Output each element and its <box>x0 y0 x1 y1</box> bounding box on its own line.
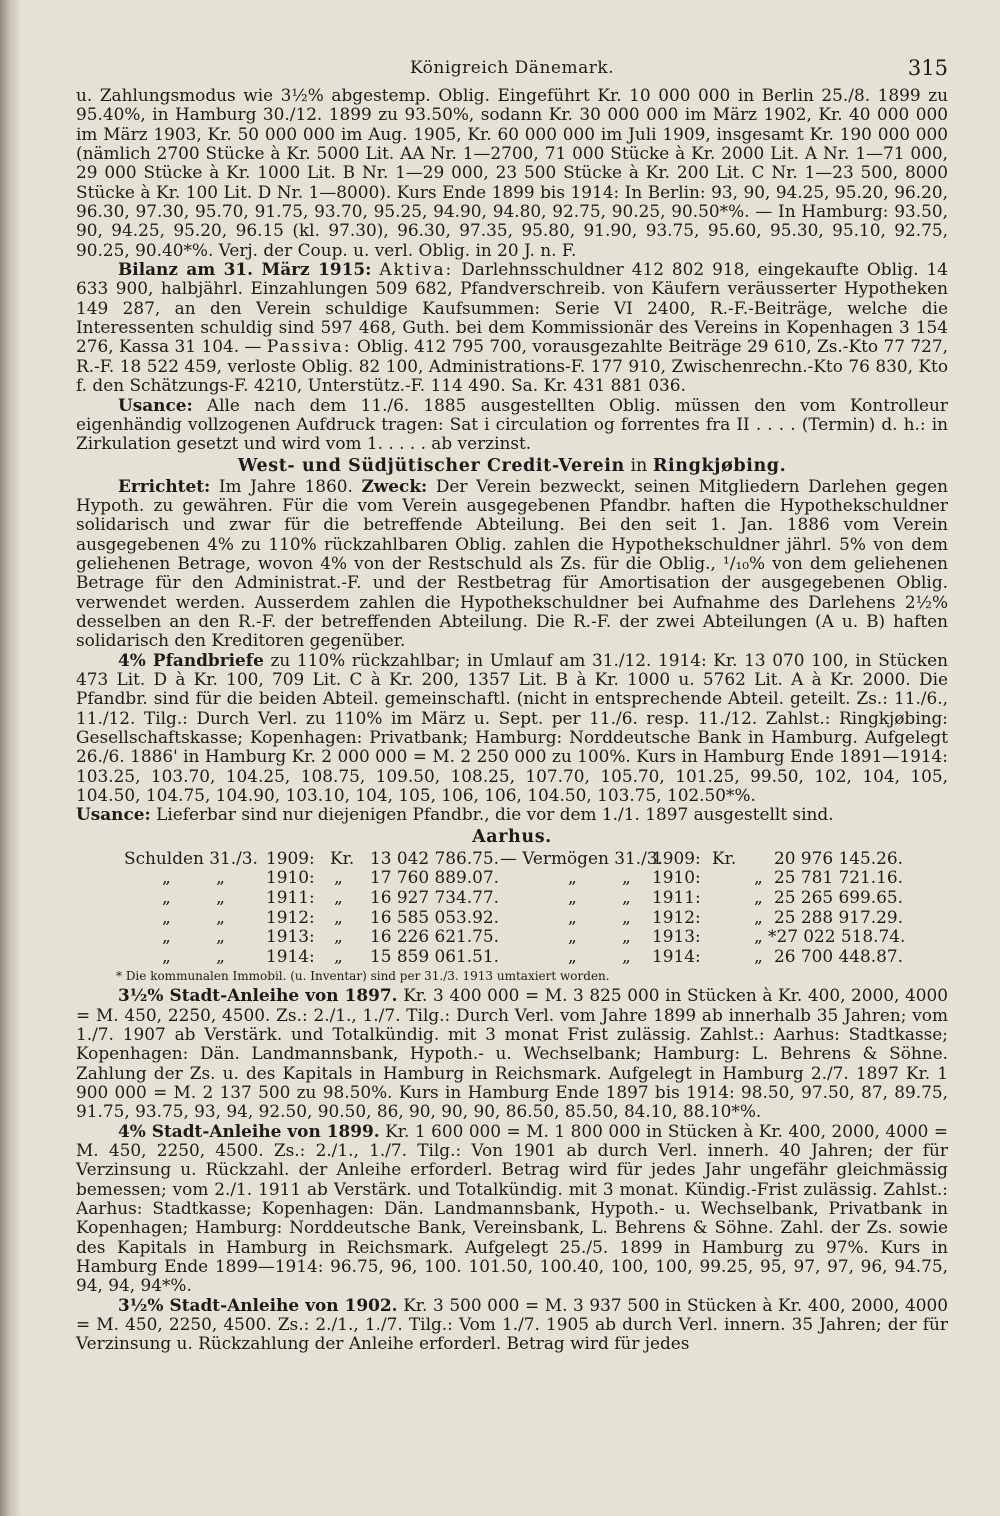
table-row <box>76 888 948 908</box>
row-currency: „ <box>334 926 343 947</box>
anleihe-1897-label: 3½% Stadt-Anleihe von 1897. <box>118 985 398 1006</box>
anleihe-1897-text: Kr. 3 400 000 = M. 3 825 000 in Stücken à Kr. 400, 2000, 4000 = M. 450, 2250, 4500. Zs.: 2./1., 1./7. Tilg.: Durch Verl. vom Jahre 1899 ab innerhalb 35 Jahren; vom 1./7. 1907 ab Verstärk. und Totalkündig. mit 3 monat Frist zulässig. Zahlst.: Aarhus: Stadtkasse; Kopenhagen: Dän. Landmannsbank, Hypoth.- u. Wechselbank; Hamburg: L. Behrens & Söhne. Zahlung der Zs. u. des Kapitals in Hamburg in Reichsmark. Aufgelegt in Hamburg 2./7. 1897 Kr. 1 900 000 = M. 2 137 500 zu 98.50%. Kurs in Hamburg Ende 1897 bis 1914: 98.50, 97.50, 87, 89.75, 91.75, 93.75, 93, 94, 92.50, 90.50, 86, 90, 90, 90, 86.50, 85.50, 84.10, 88.10*%. <box>76 985 948 1122</box>
usance-label: Usance: <box>118 394 193 415</box>
row-vermoegen: 25 265 699.65. <box>774 886 903 907</box>
row-year: 1910: <box>266 867 315 888</box>
row-label: „ „ <box>162 926 225 947</box>
errichtet-paragraph <box>76 477 948 651</box>
usance-text: Alle nach dem 11./6. 1885 ausgestellten Oblig. müssen den vom Kontrolleur eigenhändig vollzogenen Aufdruck tragen: Sat i circulation og forrentes fra II . . . . (Termin) d. h.: in Zirkulation gesetzt und wird vom 1. . . . . ab verzinst. <box>76 394 948 454</box>
row-currency: „ <box>334 867 343 888</box>
document-page <box>76 56 948 1354</box>
row-quote2: „ <box>622 945 631 966</box>
errichtet-text: Im Jahre 1860. <box>218 475 353 496</box>
usance2-label: Usance: <box>76 804 151 825</box>
row-year: 1909: <box>266 847 315 868</box>
row-year2: 1913: <box>652 926 701 947</box>
paragraph-continuation: u. Zahlungsmodus wie 3½% abgestemp. Oblig. Eingeführt Kr. 10 000 000 in Berlin 25./8. 1899 zu 95.40%, in Hamburg 30./12. 1899 zu 93.50%, sodann Kr. 30 000 000 im März 1902, Kr. 40 000 000 im März 1903, Kr. 50 000 000 im Aug. 1905, Kr. 60 000 000 im Juli 1909, insgesamt Kr. 190 000 000 (nämlich 2700 Stücke à Kr. 5000 Lit. AA Nr. 1—2700, 71 000 Stücke à Kr. 2000 Lit. A Nr. 1—71 000, 29 000 Stücke à Kr. 1000 Lit. B Nr. 1—29 000, 23 500 Stücke à Kr. 200 Lit. C Nr. 1—23 500, 8000 Stücke à Kr. 100 Lit. D Nr. 1—8000). Kurs Ende 1899 bis 1914: In Berlin: 93, 90, 94.25, 95.20, 96.20, 96.30, 97.30, 95.70, 91.75, 93.70, 95.25, 94.90, 94.80, 92.75, 90.25, 90.50*%. — In Hamburg: 93.50, 90, 94.25, 95.20, 96.15 (kl. 97.30), 96.30, 97.35, 95.80, 91.90, 93.75, 95.60, 95.30, 95.10, 92.75, 90.25, 90.40*%. Verj. der Coup. u. verl. Oblig. in 20 J. n. F. <box>76 85 948 260</box>
anleihe-1902-paragraph <box>76 1296 948 1354</box>
errichtet-label: Errichtet: <box>118 475 211 496</box>
zweck-label: Zweck: <box>361 475 428 496</box>
west-place: Ringkjøbing. <box>652 455 787 476</box>
row-schulden: 17 760 889.07. <box>370 867 499 888</box>
table-row <box>76 947 948 967</box>
page-number: 315 <box>907 56 948 80</box>
row-vermoegen-label: — Vermögen 31./3. <box>500 847 663 868</box>
row-year: 1914: <box>266 945 315 966</box>
aktiva-text: Darlehnsschuldner 412 802 918, eingekaufte Oblig. 14 633 900, halbjährl. Einzahlungen 509 682, Pfandverschreib. von Käufern veräusserter Hypotheken 149 287, an den Verein schuldige Kaufsummen: Serie VI 2400, R.-F.-Beiträge, welche die Interessenten schuldig sind 597 468, Guth. bei dem Kommissionär des Vereins in Kopenhagen 3 154 276, Kassa 31 104. — <box>76 259 948 357</box>
zweck-text: Der Verein bezweckt, seinen Mitgliedern Darlehen gegen Hypoth. zu gewähren. Für die vom Verein ausgegebenen Pfandbr. haften die Hypothekschuldner solidarisch und zwar für die betreffende Abteilung. Bei den seit 1. Jan. 1886 vom Verein ausgegebenen 4% zu 110% rückzahlbaren Oblig. zahlen die Hypothekschuldner jährl. 5% von dem geliehenen Betrage, wovon 4% von der Restschuld als Zs. für die Oblig., ¹/₁₀% von dem geliehenen Betrage für den Administrat.-F. und der Restbetrag für Amortisation der ausgegebenen Oblig. verwendet werden. Ausserdem zahlen die Hypothekschuldner bei Aufnahme des Darlehens 2½% desselben an den R.-F. der betreffenden Abteilung. Die R.-F. der zwei Abteilungen (A u. B) haften solidarisch den Kreditoren gegenüber. <box>76 475 948 651</box>
row-schulden: 16 226 621.75. <box>370 926 499 947</box>
row-label: „ „ <box>162 867 225 888</box>
row-currency: „ <box>334 906 343 927</box>
west-in: in <box>630 455 648 476</box>
row-vermoegen: 20 976 145.26. <box>774 847 903 868</box>
body-text-aarhus <box>76 986 948 1354</box>
row-year2: 1911: <box>652 886 701 907</box>
row-currency: „ <box>334 886 343 907</box>
row-vermoegen: 26 700 448.87. <box>774 945 903 966</box>
table-row <box>76 927 948 947</box>
row-year2: 1909: <box>652 847 701 868</box>
passiva-text: Oblig. 412 795 700, vorausgezahlte Beiträge 29 610, Zs.-Kto 77 727, R.-F. 18 522 459, verloste Oblig. 82 100, Administrations-F. 177 910, Zwischenrechn.-Kto 76 830, Kto f. den Schätzungs-F. 4210, Unterstütz.-F. 114 490. Sa. Kr. 431 881 036. <box>76 336 949 396</box>
aarhus-title: Aarhus. <box>472 826 552 847</box>
aarhus-balance-table <box>76 849 948 967</box>
body-text <box>76 86 948 848</box>
row-quote2: „ <box>622 926 631 947</box>
row-currency: „ <box>334 945 343 966</box>
page-binding-edge <box>0 0 22 1516</box>
table-row <box>76 908 948 928</box>
west-title: West- und Südjütischer Credit-Verein <box>237 455 625 476</box>
row-quote2: „ <box>622 886 631 907</box>
row-schulden: 16 927 734.77. <box>370 886 499 907</box>
row-vermoegen: 25 288 917.29. <box>774 906 903 927</box>
usance2-text: Lieferbar sind nur diejenigen Pfandbr., die vor dem 1./1. 1897 ausgestellt sind. <box>156 804 834 825</box>
row-vermoegen-label: „ <box>568 945 577 966</box>
row-year: 1911: <box>266 886 315 907</box>
pfandbriefe-text: zu 110% rückzahlbar; in Umlauf am 31./12. 1914: Kr. 13 070 100, in Stücken 473 Lit. D à Kr. 100, 709 Lit. C à Kr. 200, 1357 Lit. B à Kr. 1000 u. 5762 Lit. A à Kr. 2000. Die Pfandbr. sind für die beiden Abteil. gemeinschaftl. (nicht in entsprechende Abteil. geteilt. Zs.: 11./6., 11./12. Tilg.: Durch Verl. zu 110% im März u. Sept. per 11./6. resp. 11./12. Zahlst.: Ringkjøbing: Gesellschaftskasse; Kopenhagen: Privatbank; Hamburg: Norddeutsche Bank in Hamburg. Aufgelegt 26./6. 1886' in Hamburg Kr. 2 000 000 = M. 2 250 000 zu 100%. Kurs in Hamburg Ende 1891—1914: 103.25, 103.70, 104.25, 108.75, 109.50, 108.25, 107.70, 105.70, 101.25, 99.50, 102, 104, 105, 104.50, 104.75, 104.90, 103.10, 104, 105, 106, 106, 104.50, 103.75, 102.50*%. <box>76 649 948 806</box>
row-label: „ „ <box>162 945 225 966</box>
pfandbriefe-paragraph <box>76 651 948 806</box>
bilanz-paragraph <box>76 260 948 395</box>
row-schulden: 15 859 061.51. <box>370 945 499 966</box>
row-currency2: Kr. <box>712 847 737 868</box>
aktiva-label: Aktiva: <box>379 259 454 280</box>
header-title: Königreich Dänemark. <box>409 58 615 78</box>
usance-paragraph <box>76 396 948 454</box>
running-header <box>76 56 948 86</box>
passiva-label: Passiva: <box>266 336 352 357</box>
row-vermoegen: 25 781 721.16. <box>774 867 903 888</box>
section-heading-aarhus <box>76 827 948 848</box>
row-schulden: 13 042 786.75. <box>370 847 499 868</box>
row-label: „ „ <box>162 906 225 927</box>
anleihe-1899-label: 4% Stadt-Anleihe von 1899. <box>118 1120 380 1141</box>
usance2-paragraph <box>76 805 948 824</box>
row-vermoegen-label: „ <box>568 867 577 888</box>
row-label: Schulden 31./3. <box>124 847 258 868</box>
row-label: „ „ <box>162 886 225 907</box>
table-row <box>76 849 948 869</box>
row-year2: 1910: <box>652 867 701 888</box>
row-currency2: „ <box>754 945 763 966</box>
row-currency2: „ <box>754 926 763 947</box>
row-currency2: „ <box>754 906 763 927</box>
row-schulden: 16 585 053.92. <box>370 906 499 927</box>
anleihe-1902-label: 3½% Stadt-Anleihe von 1902. <box>118 1294 398 1315</box>
row-vermoegen-label: „ <box>568 906 577 927</box>
row-currency2: „ <box>754 867 763 888</box>
row-vermoegen: *27 022 518.74. <box>768 926 906 947</box>
table-footnote: * Die kommunalen Immobil. (u. Inventar) sind per 31./3. 1913 umtaxiert worden. <box>116 969 610 984</box>
row-quote2: „ <box>622 906 631 927</box>
anleihe-1899-text: Kr. 1 600 000 = M. 1 800 000 in Stücken à Kr. 400, 2000, 4000 = M. 450, 2250, 4500. Zs.: 2./1., 1./7. Tilg.: Von 1901 ab durch Verl. innerh. 40 Jahren; der für Verzinsung u. Rückzahl. der Anleihe erforderl. Betrag wird für jedes Jahr ungefähr gleichmässig bemessen; vom 2./1. 1911 ab Verstärk. und Totalkündig. mit 3 monat. Kündig.-Frist zulässig. Zahlst.: Aarhus: Stadtkasse; Kopenhagen: Dän. Landmannsbank, Hypoth.- u. Wechselbank, Privatbank in Kopenhagen; Hamburg: Norddeutsche Bank, Vereinsbank, L. Behrens & Söhne. Zahl. der Zs. sowie des Kapitals in Hamburg in Reichsmark. Aufgelegt 25./5. 1899 in Hamburg zu 97%. Kurs in Hamburg Ende 1899—1914: 96.75, 96, 100. 101.50, 100.40, 100, 100, 99.25, 95, 97, 97, 96, 94.75, 94, 94, 94*%. <box>76 1120 948 1296</box>
pfandbriefe-label: 4% Pfandbriefe <box>118 649 264 670</box>
row-currency2: „ <box>754 886 763 907</box>
row-vermoegen-label: „ <box>568 926 577 947</box>
anleihe-1897-paragraph <box>76 986 948 1121</box>
table-row <box>76 868 948 888</box>
anleihe-1902-text: Kr. 3 500 000 = M. 3 937 500 in Stücken à Kr. 400, 2000, 4000 = M. 450, 2250, 4500. Zs.: 2./1., 1./7. Tilg.: Vom 1./7. 1905 ab durch Verl. innern. 35 Jahren; der für Verzinsung u. Rückzahlung der Anleihe erforderl. Betrag wird für jedes <box>76 1294 948 1354</box>
row-currency: Kr. <box>330 847 355 868</box>
row-year: 1912: <box>266 906 315 927</box>
row-year2: 1914: <box>652 945 701 966</box>
section-heading-west <box>76 456 948 477</box>
anleihe-1899-paragraph <box>76 1122 948 1296</box>
row-vermoegen-label: „ <box>568 886 577 907</box>
row-quote2: „ <box>622 867 631 888</box>
row-year2: 1912: <box>652 906 701 927</box>
row-year: 1913: <box>266 926 315 947</box>
bilanz-label: Bilanz am 31. März 1915: <box>118 259 372 280</box>
